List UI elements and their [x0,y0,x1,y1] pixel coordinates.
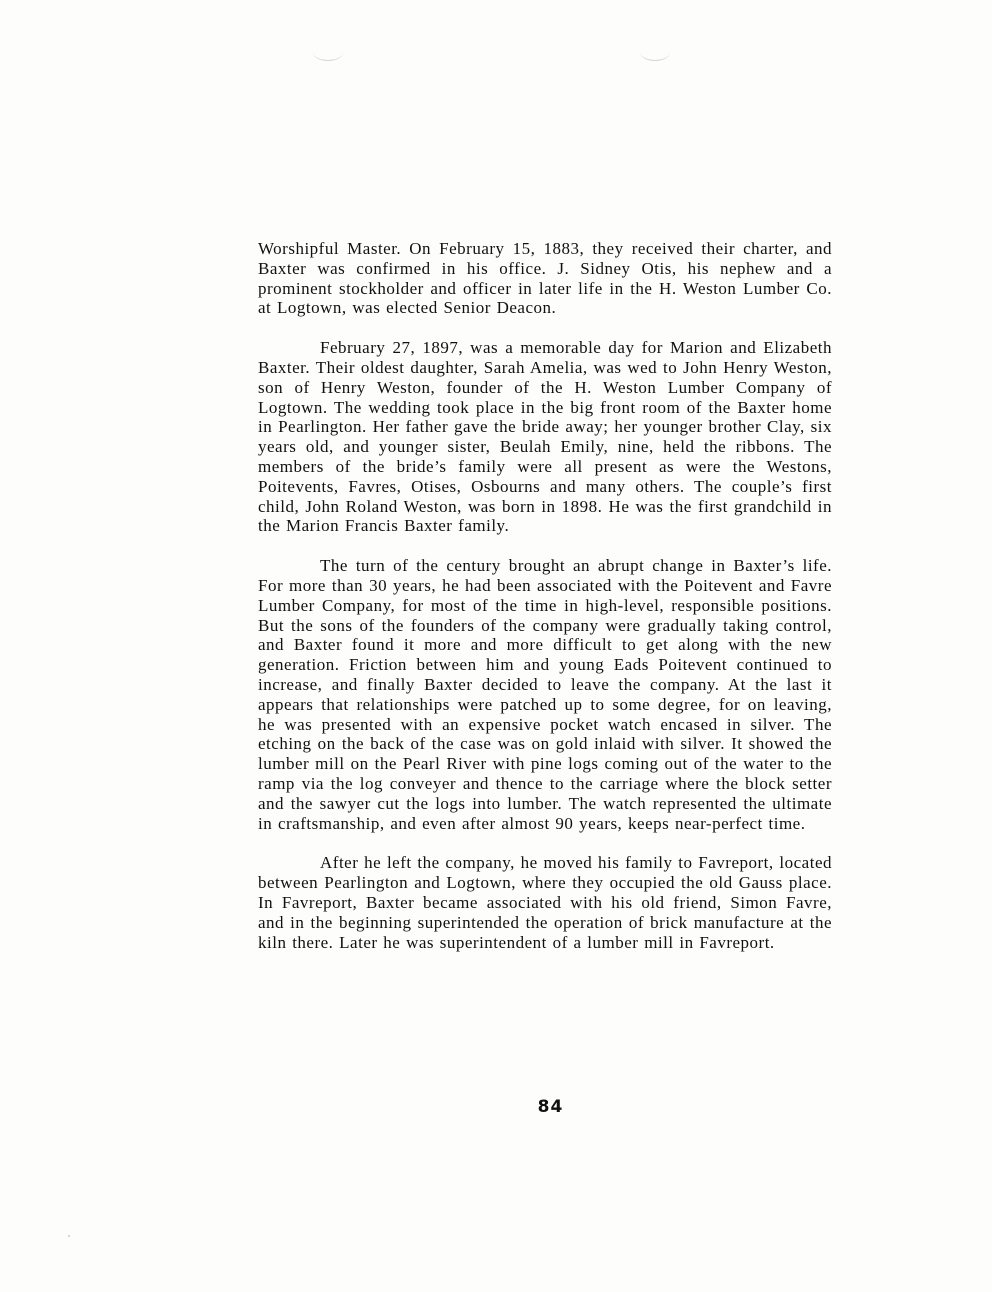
punch-hole-mark [640,44,670,61]
page-number: 84 [537,1097,564,1117]
paragraph-1: Worshipful Master. On February 15, 1883, they received their charter, and Baxter was confirmed in his office. J. Sidney Otis, his nephew and a prominent stockholder and officer in later life in the H. Weston Lumber Co. at Logtown, was elected Senior Deacon. [258,239,832,318]
paragraph-4: After he left the company, he moved his family to Favreport, located between Pearlington and Logtown, where they occupied the old Gauss place. In Favreport, Baxter became associated with his old friend, Simon Favre, and in the beginning superintended the operation of brick manufacture at the kiln there. Later he was superintendent of a lumber mill in Favreport. [258,853,832,952]
punch-hole-mark [313,44,343,61]
scan-speck [68,1235,70,1237]
paragraph-3: The turn of the century brought an abrupt change in Baxter’s life. For more than 30 years, he had been associated with the Poitevent and Favre Lumber Company, for most of the time in high-level, responsible positions. But the sons of the founders of the company were gradually taking control, and Baxter found it more and more difficult to get along with the new generation. Friction between him and young Eads Poitevent continued to increase, and finally Baxter decided to leave the company. At the last it appears that relationships were patched up to some degree, for on leaving, he was presented with an expensive pocket watch encased in silver. The etching on the back of the case was on gold inlaid with silver. It showed the lumber mill on the Pearl River with pine logs coming out of the water to the ramp via the log conveyer and thence to the carriage where the block setter and the sawyer cut the logs into lumber. The watch represented the ultimate in craftsmanship, and even after almost 90 years, keeps near-perfect time. [258,556,832,833]
body-text [258,239,832,972]
paragraph-2: February 27, 1897, was a memorable day for Marion and Elizabeth Baxter. Their oldest daughter, Sarah Amelia, was wed to John Henry Weston, son of Henry Weston, founder of the H. Weston Lumber Company of Logtown. The wedding took place in the big front room of the Baxter home in Pearlington. Her father gave the bride away; her younger brother Clay, six years old, and younger sister, Beulah Emily, nine, held the ribbons. The members of the bride’s family were all present as were the Westons, Poitevents, Favres, Otises, Osbourns and many others. The couple’s first child, John Roland Weston, was born in 1898. He was the first grandchild in the Marion Francis Baxter family. [258,338,832,536]
